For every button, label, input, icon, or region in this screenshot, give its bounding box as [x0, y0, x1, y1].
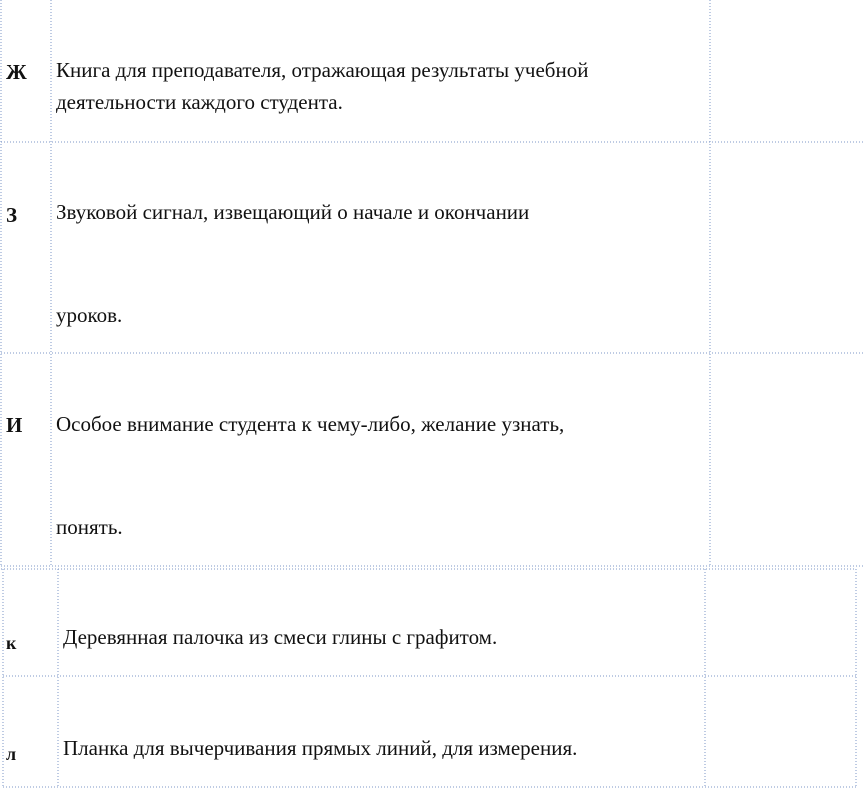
- definition-text: Планка для вычерчивания прямых линий, для измерения.: [63, 736, 578, 760]
- definition-text: понять.: [56, 515, 123, 539]
- definition-text: Звуковой сигнал, извещающий о начале и окончании: [56, 200, 530, 224]
- definition-text: Деревянная палочка из смеси глины с графитом.: [63, 625, 498, 649]
- row-letter: И: [6, 413, 23, 437]
- row-letter: Ж: [6, 60, 27, 84]
- definition-text: Книга для преподавателя, отражающая результаты учебной: [56, 58, 589, 82]
- row-letter: З: [6, 203, 18, 227]
- definition-text: Особое внимание студента к чему-либо, желание узнать,: [56, 412, 565, 436]
- row-letter: к: [6, 633, 17, 653]
- row-letter: л: [6, 744, 17, 764]
- definition-text: деятельности каждого студента.: [56, 90, 343, 114]
- definition-text: уроков.: [56, 303, 123, 327]
